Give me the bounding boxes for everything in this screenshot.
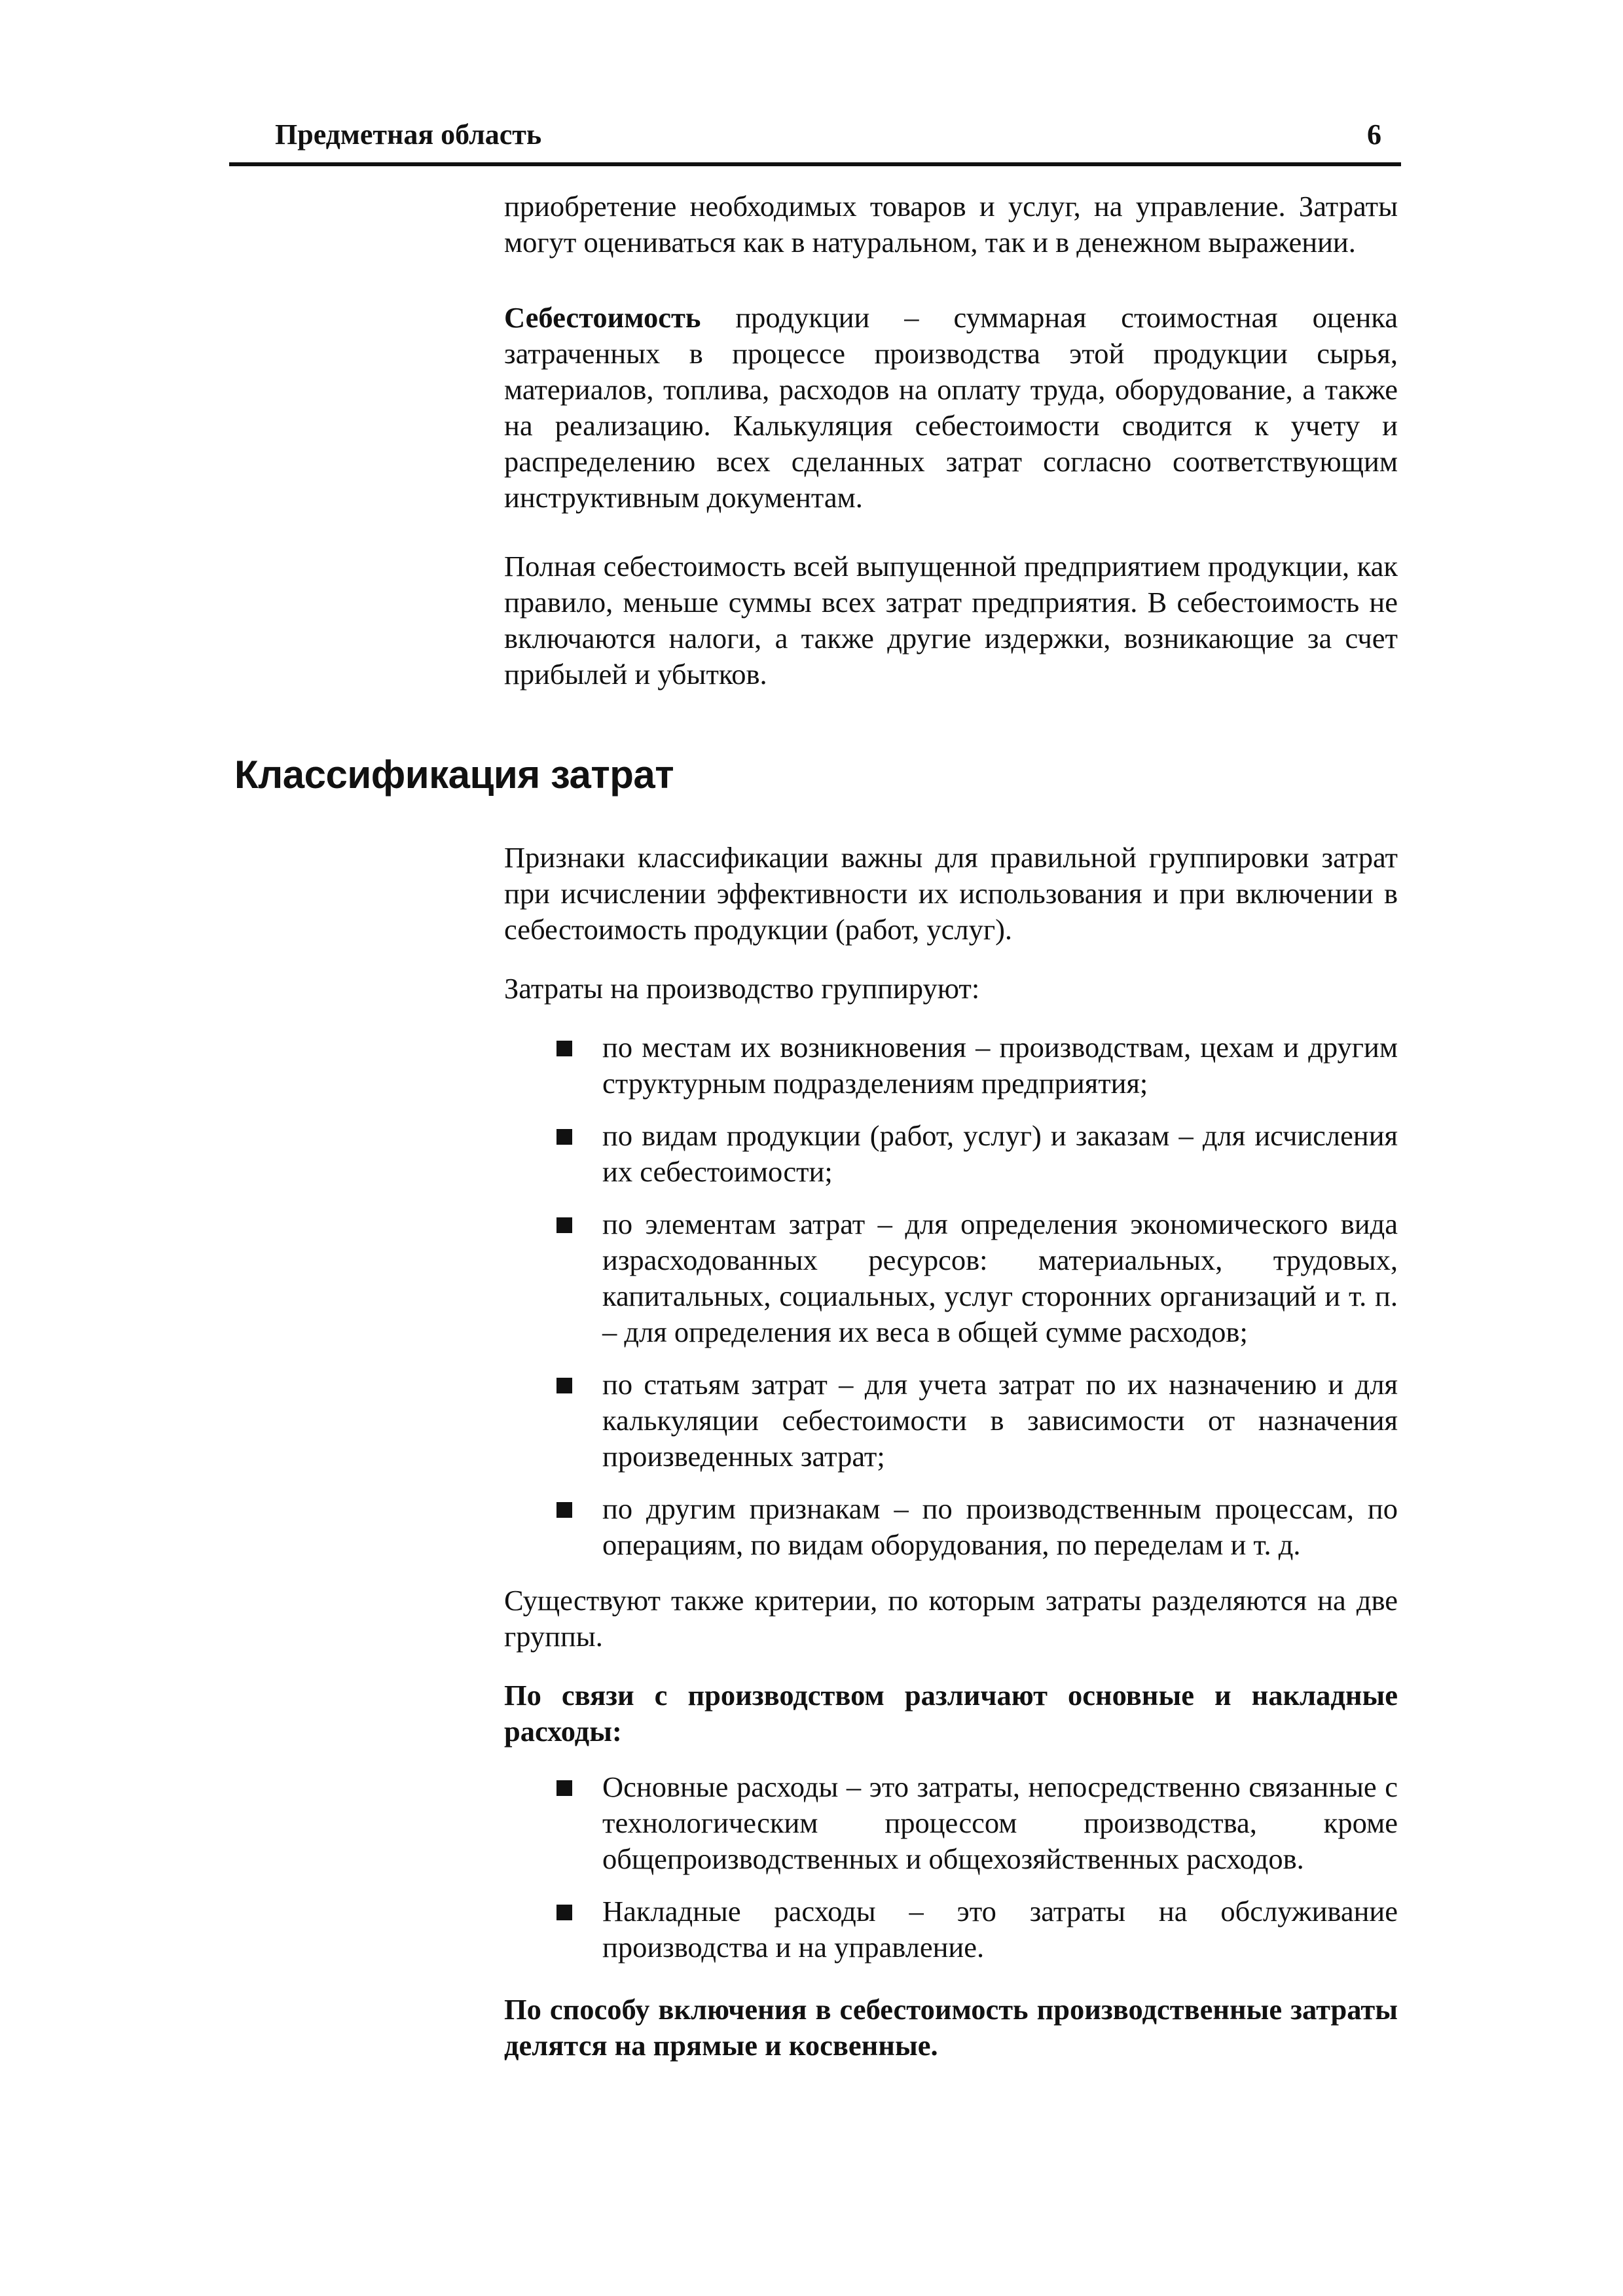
list-item-text: по видам продукции (работ, услуг) и заказам – для исчисления их себестоимости;	[602, 1119, 1398, 1188]
production-link-list	[556, 1769, 1398, 1965]
list-item-text: Основные расходы – это затраты, непосредственно связанные с технологическим процессом производства, кроме общепроизводственных и общехозяйственных расходов.	[602, 1770, 1398, 1875]
production-link-heading: По связи с производством различают основные и накладные расходы:	[504, 1679, 1398, 1748]
square-bullet-icon	[556, 1780, 572, 1796]
intro-block	[504, 188, 1398, 260]
grouping-intro-paragraph: Затраты на производство группируют:	[504, 972, 980, 1005]
full-cost-paragraph: Полная себестоимость всей выпущенной предприятием продукции, как правило, меньше суммы всех затрат предприятия. В себестоимость не включаются налоги, а также другие издержки, возникающие за счет прибылей и убытков.	[504, 550, 1398, 691]
list-item-text: по статьям затрат – для учета затрат по их назначению и для калькуляции себестоимости в зависимости от назначения произведенных затрат;	[602, 1368, 1398, 1473]
grouping-list	[556, 1030, 1398, 1563]
list-item	[556, 1893, 1398, 1965]
cost-term: Себестоимость	[504, 301, 701, 334]
list-item	[556, 1206, 1398, 1350]
list-item	[556, 1491, 1398, 1563]
square-bullet-icon	[556, 1129, 572, 1145]
square-bullet-icon	[556, 1502, 572, 1518]
list-item-text: по другим признакам – по производственным процессам, по операциям, по видам оборудования, по переделам и т. д.	[602, 1492, 1398, 1561]
page-number: 6	[1367, 118, 1381, 151]
header-title: Предметная область	[275, 118, 542, 151]
intro-continuation-paragraph: приобретение необходимых товаров и услуг, на управление. Затраты могут оцениваться как в натуральном, так и в денежном выражении.	[504, 190, 1398, 259]
criteria-block	[504, 1583, 1398, 1655]
list-item	[556, 1030, 1398, 1102]
square-bullet-icon	[556, 1217, 572, 1233]
criteria-paragraph: Существуют также критерии, по которым затраты разделяются на две группы.	[504, 1584, 1398, 1653]
cost-definition-paragraph	[504, 300, 1398, 516]
square-bullet-icon	[556, 1378, 572, 1393]
inclusion-heading-block	[504, 1992, 1398, 2064]
list-item	[556, 1367, 1398, 1475]
section-heading: Классификация затрат	[234, 753, 674, 797]
running-header	[229, 117, 1401, 166]
grouping-intro-block	[504, 971, 1398, 1007]
list-item-text: по местам их возникновения – производствам, цехам и другим структурным подразделениям предприятия;	[602, 1031, 1398, 1100]
classification-signs-block	[504, 840, 1398, 948]
cost-definition-text: продукции – суммарная стоимостная оценка затраченных в процессе производства этой продукции сырья, материалов, топлива, расходов на оплату труда, оборудование, а также на реализацию. Калькуляция себестоимости сводится к учету и распределению всех сделанных затрат согласно соответствующим инструктивным документам.	[504, 301, 1398, 514]
cost-definition-block	[504, 300, 1398, 516]
inclusion-heading: По способу включения в себестоимость производственные затраты делятся на прямые и косвенные.	[504, 1993, 1398, 2062]
list-item-text: по элементам затрат – для определения экономического вида израсходованных ресурсов: материальных, трудовых, капитальных, социальных, услуг сторонних организаций и т. п. – для определения их веса в общей сумме расходов;	[602, 1208, 1398, 1348]
classification-signs-paragraph: Признаки классификации важны для правильной группировки затрат при исчислении эффективности их использования и при включении в себестоимость продукции (работ, услуг).	[504, 841, 1398, 946]
square-bullet-icon	[556, 1905, 572, 1920]
list-item	[556, 1118, 1398, 1190]
square-bullet-icon	[556, 1041, 572, 1056]
list-item-text: Накладные расходы – это затраты на обслуживание производства и на управление.	[602, 1895, 1398, 1964]
production-link-heading-block	[504, 1677, 1398, 1749]
full-cost-block	[504, 548, 1398, 692]
list-item	[556, 1769, 1398, 1877]
